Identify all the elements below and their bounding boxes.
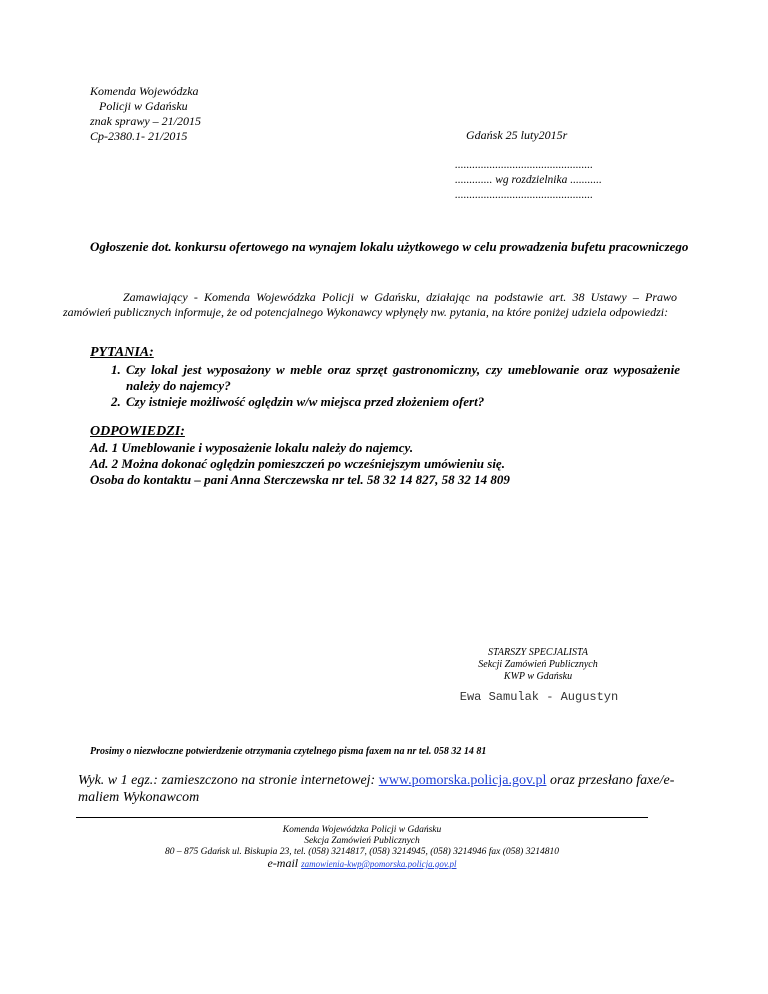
- copy-note-prefix: Wyk. w 1 egz.: zamieszczono na stronie internetowej:: [78, 773, 379, 788]
- copy-note: [78, 772, 688, 806]
- document-title: Ogłoszenie dot. konkursu ofertowego na wynajem lokalu użytkowego w celu prowadzenia bufetu pracowniczego: [90, 239, 689, 254]
- footer-org: Komenda Wojewódzka Policji w Gdańsku: [282, 825, 442, 835]
- question-item: 1. Czy lokal jest wyposażony w meble oraz sprzęt gastronomiczny, czy umeblowanie oraz wyposażenie należy do najemcy?: [124, 362, 680, 394]
- recipient-line1: ................................................: [455, 159, 593, 171]
- answer-item: Ad. 1 Umeblowanie i wyposażenie lokalu należy do najemcy.: [90, 440, 414, 455]
- reference-number: Cp-2380.1- 21/2015: [90, 129, 188, 143]
- org-name-line2: Policji w Gdańsku: [99, 99, 188, 113]
- email-label: e-mail: [267, 856, 302, 870]
- sender-block: [90, 84, 201, 144]
- recipient-line3: ................................................: [455, 189, 593, 201]
- contact-person: Osoba do kontaktu – pani Anna Sterczewska nr tel. 58 32 14 827, 58 32 14 809: [90, 472, 510, 487]
- questions-heading: PYTANIA:: [90, 345, 154, 360]
- footer-divider: [76, 817, 648, 818]
- signature-block: [448, 647, 628, 683]
- recipient-line2: ............. wg rozdzielnika ...........: [455, 174, 602, 186]
- footer-unit: Sekcja Zamówień Publicznych: [304, 836, 420, 846]
- recipient-block: [455, 158, 602, 203]
- signature-name: Ewa Samulak - Augustyn: [459, 690, 619, 704]
- footer-address: 80 – 875 Gdańsk ul. Biskupia 23, tel. (058) 3214817, (058) 3214945, (058) 3214946 fax (058) 3214810: [165, 847, 559, 857]
- signature-unit: Sekcji Zamówień Publicznych: [478, 659, 598, 670]
- questions-section: [90, 345, 680, 410]
- footer: [76, 825, 648, 871]
- answers-section: [90, 424, 680, 488]
- website-link[interactable]: www.pomorska.policja.gov.pl: [378, 773, 547, 788]
- footer-email-line: [76, 858, 648, 871]
- questions-list: [90, 362, 680, 410]
- signature-org: KWP w Gdańsku: [503, 671, 573, 682]
- answers-heading: ODPOWIEDZI:: [90, 424, 185, 439]
- question-item: 2. Czy istnieje możliwość oględzin w/w miejsca przed złożeniem ofert?: [124, 394, 680, 410]
- org-name-line1: Komenda Wojewódzka: [90, 84, 199, 98]
- signature-position: STARSZY SPECJALISTA: [488, 647, 588, 658]
- fax-confirmation-notice: Prosimy o niezwłoczne potwierdzenie otrzymania czytelnego pisma faxem na nr tel. 058 32 14 81: [90, 746, 487, 757]
- place-date: Gdańsk 25 luty2015r: [466, 128, 568, 142]
- copy-note-suffix: oraz przesłano faxe/e-maliem Wykonawcom: [78, 773, 675, 805]
- intro-paragraph: [63, 290, 677, 320]
- case-number: znak sprawy – 21/2015: [90, 114, 201, 128]
- answer-item: Ad. 2 Można dokonać oględzin pomieszczeń po wcześniejszym umówieniu się.: [90, 456, 505, 471]
- email-link[interactable]: zamowienia-kwp@pomorska.policja.gov.pl: [301, 859, 457, 869]
- intro-text: Zamawiający - Komenda Wojewódzka Policji w Gdańsku, działając na podstawie art. 38 Ustawy – Prawo zamówień publicznych informuje, że od potencjalnego Wykonawcy wpłynęły nw. pytania, na które poniżej udziela odpowiedzi:: [63, 290, 677, 319]
